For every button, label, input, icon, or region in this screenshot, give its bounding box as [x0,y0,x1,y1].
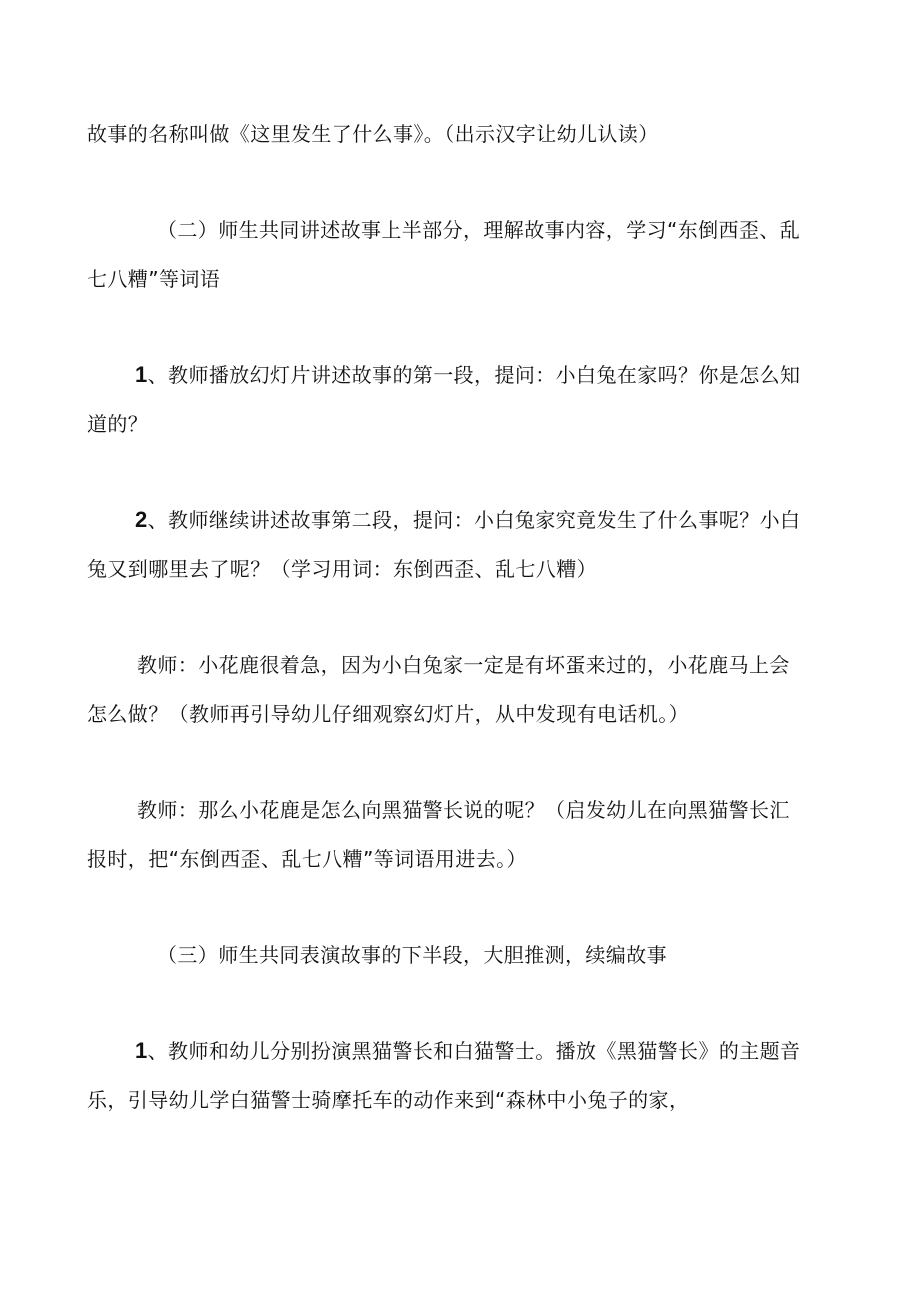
section-three-heading: （三）师生共同表演故事的下半段，大胆推测，续编故事 [157,943,667,967]
step-two-line-1 [135,507,800,533]
section-two-heading-line-1: （二）师生共同讲述故事上半部分，理解故事内容，学习“东倒西歪、乱 [157,218,801,242]
teacher-dialogue-2-line-2: 报时，把“东倒西歪、乱七八糟”等词语用进去。） [87,847,527,871]
teacher-dialogue-2-line-1: 教师：那么小花鹿是怎么向黑猫警长说的呢？（启发幼儿在向黑猫警长汇 [137,798,790,822]
step-text: 、教师和幼儿分别扮演黑猫警长和白猫警士。播放《黑猫警长》的主题音 [147,1039,801,1063]
story-title-line: 故事的名称叫做《这里发生了什么事》。（出示汉字让幼儿认读） [87,122,659,146]
step-number: 1 [135,362,148,387]
step-three-line-1 [135,1038,800,1064]
step-text: 、教师继续讲述故事第二段，提问：小白兔家究竟发生了什么事呢？小白 [147,508,801,532]
teacher-dialogue-1-line-1: 教师：小花鹿很着急，因为小白兔家一定是有坏蛋来过的，小花鹿马上会 [137,653,790,677]
step-one-line-1 [135,362,800,388]
step-two-line-2: 兔又到哪里去了呢？（学习用词：东倒西歪、乱七八糟） [87,557,597,581]
step-number: 2 [135,507,148,532]
step-number: 1 [135,1038,148,1063]
step-three-line-2: 乐，引导幼儿学白猫警士骑摩托车的动作来到“森林中小兔子的家， [87,1088,690,1112]
step-one-line-2: 道的？ [87,412,149,436]
step-text: 、教师播放幻灯片讲述故事的第一段，提问：小白兔在家吗？你是怎么知 [147,363,801,387]
section-two-heading-line-2: 七八糟”等词语 [87,267,221,291]
teacher-dialogue-1-line-2: 怎么做？（教师再引导幼儿仔细观察幻灯片，从中发现有电话机。） [87,702,689,726]
